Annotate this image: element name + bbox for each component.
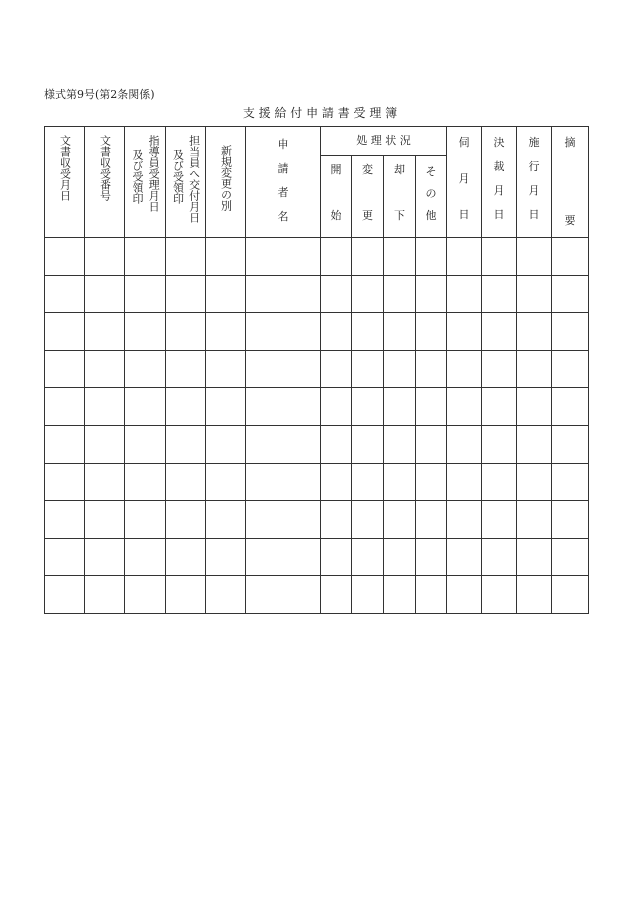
header-status-start: 開 始	[321, 156, 352, 238]
table-cell[interactable]	[482, 576, 517, 614]
table-cell[interactable]	[416, 463, 447, 501]
table-cell[interactable]	[166, 576, 206, 614]
header-decision-date: 決 裁 月 日	[482, 127, 517, 238]
table-cell[interactable]	[321, 425, 352, 463]
table-cell[interactable]	[206, 313, 246, 351]
table-cell[interactable]	[125, 576, 166, 614]
table-cell[interactable]	[45, 313, 85, 351]
table-cell[interactable]	[246, 313, 321, 351]
table-cell[interactable]	[447, 275, 482, 313]
table-cell[interactable]	[321, 538, 352, 576]
header-new-or-change: 新規変更の別	[206, 127, 246, 238]
header-status-other: そ の 他	[416, 156, 447, 238]
header-inquiry-date: 伺 月 日	[447, 127, 482, 238]
table-cell[interactable]	[85, 313, 125, 351]
table-cell[interactable]	[384, 501, 416, 539]
table-cell[interactable]	[416, 425, 447, 463]
table-cell[interactable]	[517, 313, 552, 351]
table-cell[interactable]	[45, 538, 85, 576]
table-cell[interactable]	[517, 275, 552, 313]
table-row	[45, 275, 589, 313]
table-cell[interactable]	[206, 576, 246, 614]
header-doc-receipt-date: 文書収受月日	[45, 127, 85, 238]
table-cell[interactable]	[166, 350, 206, 388]
table-cell[interactable]	[352, 501, 384, 539]
table-cell[interactable]	[517, 576, 552, 614]
table-cell[interactable]	[206, 388, 246, 426]
table-cell[interactable]	[552, 275, 589, 313]
table-cell[interactable]	[246, 388, 321, 426]
table-cell[interactable]	[246, 425, 321, 463]
table-cell[interactable]	[85, 275, 125, 313]
table-cell[interactable]	[552, 538, 589, 576]
table-cell[interactable]	[517, 388, 552, 426]
table-cell[interactable]	[482, 501, 517, 539]
table-cell[interactable]	[352, 275, 384, 313]
table-cell[interactable]	[45, 576, 85, 614]
table-cell[interactable]	[552, 463, 589, 501]
table-cell[interactable]	[517, 238, 552, 276]
table-cell[interactable]	[321, 275, 352, 313]
table-cell[interactable]	[246, 538, 321, 576]
table-cell[interactable]	[352, 350, 384, 388]
table-cell[interactable]	[45, 388, 85, 426]
table-cell[interactable]	[552, 388, 589, 426]
table-cell[interactable]	[206, 501, 246, 539]
table-cell[interactable]	[416, 388, 447, 426]
table-cell[interactable]	[482, 388, 517, 426]
table-cell[interactable]	[85, 350, 125, 388]
table-cell[interactable]	[45, 425, 85, 463]
table-cell[interactable]	[384, 425, 416, 463]
table-cell[interactable]	[321, 388, 352, 426]
table-cell[interactable]	[352, 538, 384, 576]
table-cell[interactable]	[352, 576, 384, 614]
table-row	[45, 425, 589, 463]
table-cell[interactable]	[447, 425, 482, 463]
table-cell[interactable]	[384, 538, 416, 576]
table-cell[interactable]	[206, 538, 246, 576]
table-cell[interactable]	[447, 350, 482, 388]
table-cell[interactable]	[482, 275, 517, 313]
table-cell[interactable]	[482, 238, 517, 276]
header-processing-status: 処 理 状 況	[321, 127, 447, 156]
table-cell[interactable]	[447, 538, 482, 576]
table-cell[interactable]	[85, 463, 125, 501]
table-cell[interactable]	[416, 313, 447, 351]
table-cell[interactable]	[482, 313, 517, 351]
table-cell[interactable]	[45, 501, 85, 539]
table-cell[interactable]	[85, 576, 125, 614]
table-cell[interactable]	[166, 388, 206, 426]
table-cell[interactable]	[552, 425, 589, 463]
table-cell[interactable]	[517, 501, 552, 539]
table-cell[interactable]	[384, 576, 416, 614]
table-cell[interactable]	[482, 350, 517, 388]
table-cell[interactable]	[447, 576, 482, 614]
table-cell[interactable]	[206, 238, 246, 276]
table-cell[interactable]	[416, 350, 447, 388]
header-doc-receipt-number: 文書収受番号	[85, 127, 125, 238]
table-cell[interactable]	[517, 350, 552, 388]
table-cell[interactable]	[166, 538, 206, 576]
document-title: 支 援 給 付 申 請 書 受 理 簿	[242, 106, 398, 120]
table-cell[interactable]	[125, 238, 166, 276]
table-cell[interactable]	[321, 576, 352, 614]
table-cell[interactable]	[166, 425, 206, 463]
table-cell[interactable]	[352, 388, 384, 426]
header-status-change: 変 更	[352, 156, 384, 238]
table-cell[interactable]	[85, 388, 125, 426]
table-cell[interactable]	[246, 238, 321, 276]
table-cell[interactable]	[166, 463, 206, 501]
table-cell[interactable]	[206, 350, 246, 388]
header-enforcement-date: 施 行 月 日	[517, 127, 552, 238]
table-row	[45, 463, 589, 501]
table-cell[interactable]	[246, 501, 321, 539]
table-cell[interactable]	[416, 275, 447, 313]
table-cell[interactable]	[45, 350, 85, 388]
table-cell[interactable]	[552, 576, 589, 614]
header-instructor-receipt: 指導員受理月日 及び受領印	[125, 127, 166, 238]
header-applicant-name: 申 請 者 名	[246, 127, 321, 238]
table-cell[interactable]	[85, 538, 125, 576]
table-cell[interactable]	[246, 463, 321, 501]
table-cell[interactable]	[206, 275, 246, 313]
table-cell[interactable]	[416, 238, 447, 276]
receipt-register-table	[44, 126, 589, 614]
table-cell[interactable]	[384, 350, 416, 388]
table-cell[interactable]	[45, 463, 85, 501]
table-cell[interactable]	[206, 463, 246, 501]
table-cell[interactable]	[85, 425, 125, 463]
table-cell[interactable]	[166, 238, 206, 276]
table-cell[interactable]	[416, 501, 447, 539]
table-cell[interactable]	[384, 388, 416, 426]
table-row	[45, 388, 589, 426]
table-cell[interactable]	[352, 463, 384, 501]
table-cell[interactable]	[552, 350, 589, 388]
table-cell[interactable]	[447, 388, 482, 426]
table-cell[interactable]	[384, 275, 416, 313]
table-cell[interactable]	[352, 425, 384, 463]
table-cell[interactable]	[125, 425, 166, 463]
table-cell[interactable]	[125, 350, 166, 388]
table-cell[interactable]	[166, 275, 206, 313]
table-cell[interactable]	[85, 238, 125, 276]
table-row	[45, 238, 589, 276]
table-cell[interactable]	[352, 313, 384, 351]
table-cell[interactable]	[447, 313, 482, 351]
header-staff-delivery: 担当員へ交付月日 及び受領印	[166, 127, 206, 238]
table-cell[interactable]	[125, 275, 166, 313]
table-cell[interactable]	[384, 313, 416, 351]
table-cell[interactable]	[125, 501, 166, 539]
table-cell[interactable]	[384, 463, 416, 501]
table-cell[interactable]	[321, 313, 352, 351]
table-cell[interactable]	[246, 350, 321, 388]
table-cell[interactable]	[482, 463, 517, 501]
table-cell[interactable]	[321, 238, 352, 276]
table-row	[45, 501, 589, 539]
table-cell[interactable]	[125, 388, 166, 426]
header-remarks: 摘 要	[552, 127, 589, 238]
table-cell[interactable]	[206, 425, 246, 463]
table-row	[45, 538, 589, 576]
table-cell[interactable]	[166, 313, 206, 351]
table-cell[interactable]	[447, 501, 482, 539]
table-cell[interactable]	[447, 463, 482, 501]
table-cell[interactable]	[246, 576, 321, 614]
form-number-label: 様式第9号(第2条関係)	[44, 88, 155, 101]
table-row	[45, 350, 589, 388]
table-cell[interactable]	[447, 238, 482, 276]
table-cell[interactable]	[517, 538, 552, 576]
table-cell[interactable]	[125, 538, 166, 576]
table-cell[interactable]	[416, 538, 447, 576]
table-cell[interactable]	[321, 463, 352, 501]
table-cell[interactable]	[517, 425, 552, 463]
table-row	[45, 313, 589, 351]
table-cell[interactable]	[85, 501, 125, 539]
table-cell[interactable]	[246, 275, 321, 313]
table-cell[interactable]	[125, 313, 166, 351]
table-cell[interactable]	[352, 238, 384, 276]
table-cell[interactable]	[321, 350, 352, 388]
table-cell[interactable]	[384, 238, 416, 276]
table-cell[interactable]	[482, 425, 517, 463]
table-cell[interactable]	[125, 463, 166, 501]
table-cell[interactable]	[552, 238, 589, 276]
table-cell[interactable]	[321, 501, 352, 539]
table-cell[interactable]	[517, 463, 552, 501]
table-cell[interactable]	[552, 313, 589, 351]
table-cell[interactable]	[416, 576, 447, 614]
table-cell[interactable]	[45, 238, 85, 276]
table-row	[45, 576, 589, 614]
table-cell[interactable]	[552, 501, 589, 539]
header-status-reject: 却 下	[384, 156, 416, 238]
table-cell[interactable]	[45, 275, 85, 313]
table-cell[interactable]	[166, 501, 206, 539]
table-cell[interactable]	[482, 538, 517, 576]
